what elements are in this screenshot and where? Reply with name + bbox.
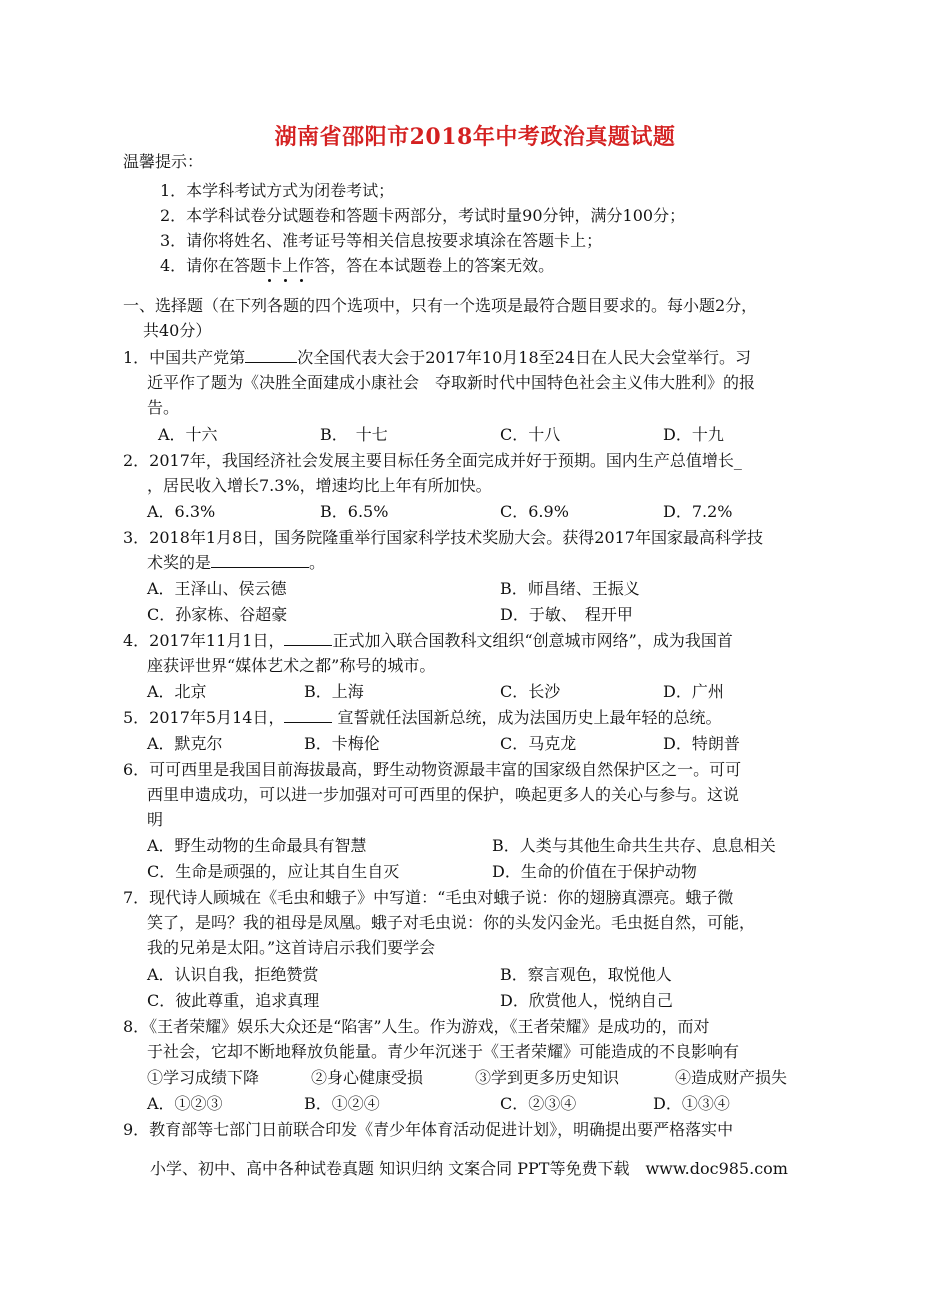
question-1-line: 1．中国共产党第 次全国代表大会于2017年10月18至24日在人民大会堂举行。习 [123,348,751,367]
question-1-line: 近平作了题为《决胜全面建成小康社会 夺取新时代中国特色社会主义伟大胜利》的报 [147,373,756,392]
section-heading-cont: 共40分） [143,321,212,340]
option-c: C．长沙 [500,682,561,701]
notice-item-text: 4．请你在答题卡上作答，答在本试题卷上的答案无效。 [160,256,555,275]
question-6-line: 明 [147,810,164,829]
page-footer: 小学、初中、高中各种试卷真题 知识归纳 文案合同 PPT等免费下载 www.doc985.com [150,1159,788,1178]
option-b: B． 十七 [320,425,388,444]
option-b: B．①②④ [304,1094,380,1113]
question-8-line: 8．《王者荣耀》娱乐大众还是“陷害”人生。作为游戏，《王者荣耀》是成功的，而对 [123,1017,710,1036]
answer-blank [211,553,309,568]
question-2-line: ，居民收入增长7.3%，增速均比上年有所加快。 [147,476,492,495]
option-b: B．卡梅伦 [304,734,380,753]
page-title: 湖南省邵阳市2018年中考政治真题试题 [274,124,676,150]
question-3-line: 术奖的是 。 [147,553,326,572]
question-4-line: 座获评世界“媒体艺术之都”称号的城市。 [147,656,436,675]
notice-item-emphasis [160,256,554,276]
statement-item: ①学习成绩下降 [147,1068,260,1087]
option-b: B．上海 [304,682,364,701]
option-d: D．7.2% [663,502,733,521]
option-b: B．人类与其他生命共生共存、息息相关 [492,836,776,855]
option-b: B．察言观色，取悦他人 [500,965,672,984]
option-a: A．①②③ [147,1094,223,1113]
option-b: B．师昌绪、王振义 [500,579,640,598]
question-9-line: 9．教育部等七部门日前联合印发《青少年体育活动促进计划》，明确提出要严格落实中 [123,1120,734,1139]
statement-item: ④造成财产损失 [675,1068,788,1087]
option-a: A．默克尔 [147,734,223,753]
option-a: A．野生动物的生命最具有智慧 [147,836,367,855]
option-c: C．十八 [500,425,561,444]
statement-item: ②身心健康受损 [311,1068,424,1087]
notice-item: 3．请你将姓名、准考证号等相关信息按要求填涂在答题卡上； [160,231,603,250]
option-d: D．特朗普 [663,734,740,753]
question-6-line: 6．可可西里是我国目前海拔最高，野生动物资源最丰富的国家级自然保护区之一。可可 [123,760,742,779]
question-2-line: 2．2017年，我国经济社会发展主要目标任务全面完成并好于预期。国内生产总值增长_ [123,451,742,470]
option-d: D．十九 [663,425,724,444]
option-d: D．于敏、 程开甲 [500,605,633,624]
option-a: A．认识自我，拒绝赞赏 [147,965,319,984]
answer-blank [245,348,297,363]
option-c: C．马克龙 [500,734,577,753]
option-d: D．①③④ [653,1094,730,1113]
option-a: A．十六 [158,425,218,444]
option-c: C．彼此尊重，追求真理 [147,991,320,1010]
option-c: C．孙家栋、谷超豪 [147,605,288,624]
question-7-line: 笑了，是吗？我的祖母是凤凰。蛾子对毛虫说：你的头发闪金光。毛虫挺自然，可能， [147,913,756,932]
option-c: C．6.9% [500,502,569,521]
notice-item: 1．本学科考试方式为闭卷考试； [160,181,395,200]
option-c: C．②③④ [500,1094,577,1113]
option-d: D．生命的价值在于保护动物 [492,862,697,881]
answer-blank [284,708,332,723]
question-1-line: 告。 [147,398,180,417]
option-a: A．6.3% [147,502,216,521]
emphasis-dots [264,279,324,285]
notice-heading: 温馨提示： [123,152,204,171]
notice-item: 2．本学科试卷分试题卷和答题卡两部分，考试时量90分钟，满分100分； [160,206,686,225]
section-heading: 一、选择题（在下列各题的四个选项中，只有一个选项是最符合题目要求的。每小题2分， [123,296,758,315]
question-8-line: 于社会，它却不断地释放负能量。青少年沉迷于《王者荣耀》可能造成的不良影响有 [147,1042,740,1061]
option-c: C．生命是顽强的，应让其自生自灭 [147,862,400,881]
question-3-line: 3．2018年1月8日，国务院隆重举行国家科学技术奖励大会。获得2017年国家最高科学技 [123,528,763,547]
option-b: B．6.5% [320,502,389,521]
answer-blank [284,631,332,646]
statement-item: ③学到更多历史知识 [475,1068,620,1087]
question-7-line: 7．现代诗人顾城在《毛虫和蛾子》中写道：“毛虫对蛾子说：你的翅膀真漂亮。蛾子微 [123,888,734,907]
question-7-line: 我的兄弟是太阳。”这首诗启示我们要学会 [147,938,436,957]
question-4-line: 4．2017年11月1日， 正式加入联合国教科文组织“创意城市网络”，成为我国首 [123,631,733,650]
question-6-line: 西里申遗成功，可以进一步加强对可可西里的保护，唤起更多人的关心与参与。这说 [147,785,740,804]
option-d: D．欣赏他人，悦纳自己 [500,991,673,1010]
option-d: D．广州 [663,682,724,701]
option-a: A．王泽山、侯云德 [147,579,287,598]
question-5-line: 5．2017年5月14日， 宣誓就任法国新总统，成为法国历史上最年轻的总统。 [123,708,722,727]
option-a: A．北京 [147,682,207,701]
